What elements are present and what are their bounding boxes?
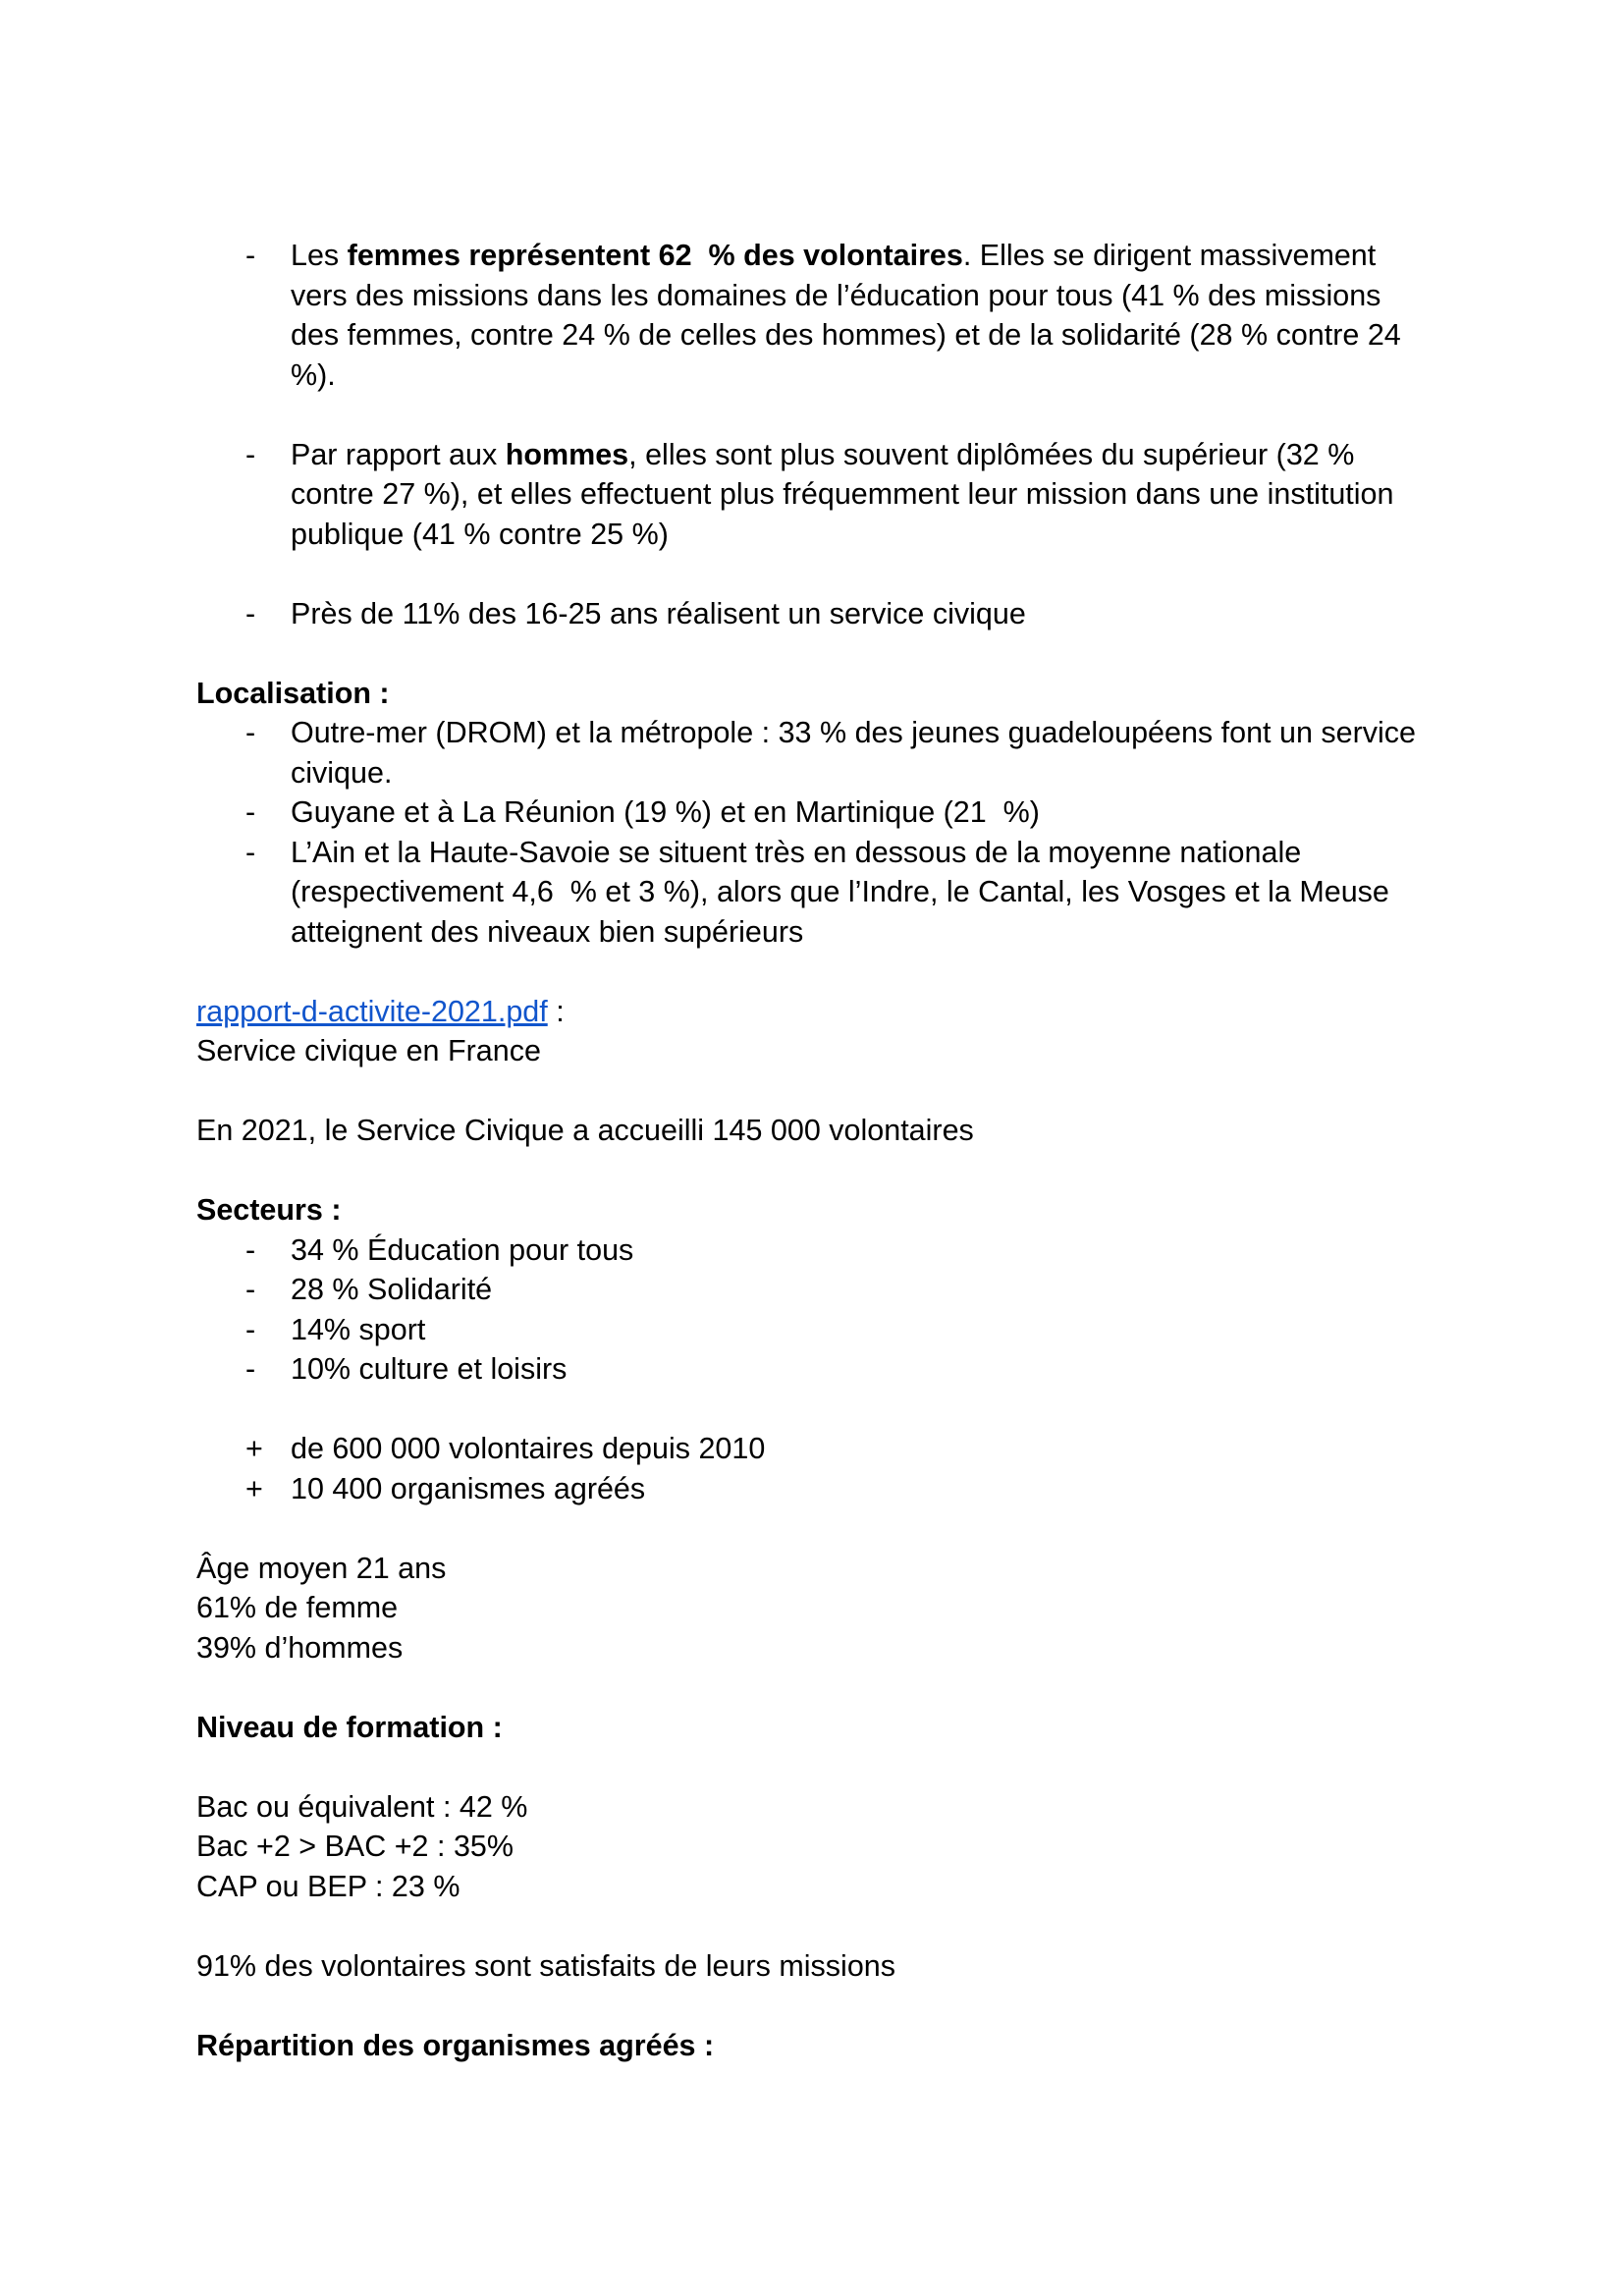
- list-item: [196, 833, 1428, 953]
- text-run: 34 % Éducation pour tous: [291, 1232, 634, 1267]
- text-paragraph: [196, 1867, 1428, 1907]
- pdf-link[interactable]: rapport-d-activite-2021.pdf: [196, 994, 548, 1028]
- text-paragraph: [196, 1111, 1428, 1151]
- dash-marker: -: [245, 1273, 256, 1306]
- blank-line: [196, 1906, 1428, 1946]
- text-run: Bac ou équivalent : 42 %: [196, 1789, 528, 1824]
- list-item: [196, 793, 1428, 833]
- list-item: [196, 1270, 1428, 1310]
- text-paragraph: [196, 992, 1428, 1032]
- blank-line: [196, 1071, 1428, 1112]
- text-run: Par rapport aux: [291, 437, 506, 471]
- text-run: Près de 11% des 16-25 ans réalisent un service civique: [291, 596, 1026, 630]
- text-run: Âge moyen 21 ans: [196, 1551, 447, 1585]
- text-run: :: [547, 994, 565, 1028]
- plus-marker: +: [245, 1432, 263, 1465]
- blank-line: [196, 554, 1428, 594]
- blank-line: [196, 1986, 1428, 2026]
- text-run: 14% sport: [291, 1312, 426, 1346]
- section-heading: [196, 1190, 1428, 1230]
- text-run: 10% culture et loisirs: [291, 1352, 568, 1386]
- blank-line: [196, 633, 1428, 674]
- list-item: [196, 1429, 1428, 1469]
- text-run: de 600 000 volontaires depuis 2010: [291, 1432, 766, 1465]
- blank-line: [196, 395, 1428, 435]
- text-run: 10 400 organismes agréés: [291, 1471, 646, 1505]
- bold-text-run: Localisation :: [196, 676, 390, 710]
- text-paragraph: [196, 1946, 1428, 1987]
- text-run: L’Ain et la Haute-Savoie se situent très en dessous de la moyenne nationale (respectivement 4,6 % et 3 %), alors que l’Indre, le Cantal, les Vosges et la Meuse atteignent des niveaux bien supérieurs: [291, 835, 1398, 949]
- bold-text-run: femmes représentent 62 % des volontaires: [347, 239, 963, 272]
- dash-marker: -: [245, 795, 256, 829]
- text-paragraph: [196, 1827, 1428, 1867]
- dash-marker: -: [245, 239, 256, 272]
- bold-text-run: Secteurs :: [196, 1193, 342, 1227]
- text-run: 91% des volontaires sont satisfaits de leurs missions: [196, 1948, 895, 1983]
- text-run: Guyane et à La Réunion (19 %) et en Martinique (21 %): [291, 795, 1040, 829]
- text-paragraph: [196, 1031, 1428, 1071]
- blank-line: [196, 952, 1428, 992]
- blank-line: [196, 1151, 1428, 1191]
- list-item: [196, 1310, 1428, 1350]
- plus-marker: +: [245, 1471, 263, 1505]
- blank-line: [196, 1747, 1428, 1787]
- section-heading: [196, 674, 1428, 714]
- text-run: Service civique en France: [196, 1034, 541, 1067]
- bold-text-run: Répartition des organismes agréés :: [196, 2028, 715, 2062]
- text-run: En 2021, le Service Civique a accueilli 145 000 volontaires: [196, 1114, 974, 1147]
- dash-marker: -: [245, 835, 256, 869]
- section-heading: [196, 1708, 1428, 1748]
- list-item: [196, 435, 1428, 555]
- list-item: [196, 1469, 1428, 1509]
- dash-marker: -: [245, 716, 256, 749]
- text-paragraph: [196, 1549, 1428, 1589]
- dash-marker: -: [245, 596, 256, 630]
- dash-marker: -: [245, 1232, 256, 1267]
- text-run: CAP ou BEP : 23 %: [196, 1869, 460, 1903]
- dash-marker: -: [245, 1312, 256, 1346]
- list-item: [196, 1230, 1428, 1271]
- text-paragraph: [196, 1628, 1428, 1668]
- text-run: 61% de femme: [196, 1591, 399, 1624]
- text-run: 39% d’hommes: [196, 1630, 404, 1665]
- text-paragraph: [196, 1787, 1428, 1828]
- text-run: 28 % Solidarité: [291, 1273, 493, 1306]
- blank-line: [196, 1667, 1428, 1708]
- text-run: . Elles se dirigent massivement vers des missions dans les domaines de l’éducation pour tous (41 % des missions des femmes, contre 24 % de celles des hommes) et de la solidarité (28 % contre 24 %).: [291, 239, 1410, 392]
- bold-text-run: Niveau de formation :: [196, 1710, 503, 1744]
- text-run: Les: [291, 239, 348, 272]
- dash-marker: -: [245, 1352, 256, 1386]
- dash-marker: -: [245, 437, 256, 471]
- blank-line: [196, 1390, 1428, 1430]
- section-heading: [196, 2026, 1428, 2066]
- text-paragraph: [196, 1588, 1428, 1628]
- bold-text-run: hommes: [505, 437, 629, 471]
- text-run: Outre-mer (DROM) et la métropole : 33 % des jeunes guadeloupéens font un service civique.: [291, 716, 1425, 790]
- list-item: [196, 713, 1428, 793]
- text-run: , elles sont plus souvent diplômées du supérieur (32 % contre 27 %), et elles effectuent plus fréquemment leur mission dans une institution publique (41 % contre 25 %): [291, 437, 1402, 551]
- text-run: Bac +2 > BAC +2 : 35%: [196, 1830, 514, 1863]
- list-item: [196, 1349, 1428, 1390]
- list-item: [196, 594, 1428, 634]
- blank-line: [196, 1508, 1428, 1549]
- list-item: [196, 236, 1428, 395]
